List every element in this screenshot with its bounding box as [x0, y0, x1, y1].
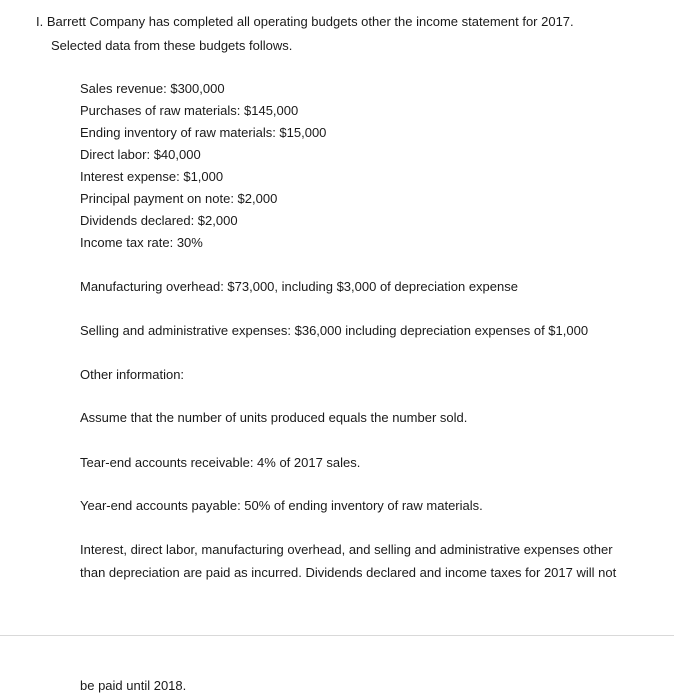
other-information-heading: Other information:: [80, 367, 185, 382]
accounts-receivable-text: Tear-end accounts receivable: 4% of 2017 sales.: [80, 455, 361, 470]
manufacturing-overhead-text: Manufacturing overhead: $73,000, including $3,000 of depreciation expense: [80, 279, 518, 294]
payment-terms-line-1: Interest, direct labor, manufacturing overhead, and selling and administrative expenses other: [80, 542, 613, 557]
accounts-payable-text: Year-end accounts payable: 50% of ending inventory of raw materials.: [80, 498, 483, 513]
data-item-ending-inventory: Ending inventory of raw materials: $15,000: [80, 125, 327, 140]
payment-terms-line-3: be paid until 2018.: [80, 678, 187, 693]
question-intro-line-2: Selected data from these budgets follows.: [51, 38, 293, 53]
page-break-divider: [0, 635, 674, 636]
question-intro-line-1: I. Barrett Company has completed all operating budgets other the income statement for 2017.: [36, 14, 574, 29]
selling-admin-expenses-text: Selling and administrative expenses: $36,000 including depreciation expenses of $1,000: [80, 323, 589, 338]
payment-terms-line-2: than depreciation are paid as incurred. Dividends declared and income taxes for 2017 will not: [80, 565, 617, 580]
data-item-sales-revenue: Sales revenue: $300,000: [80, 81, 225, 96]
data-item-direct-labor: Direct labor: $40,000: [80, 147, 201, 162]
data-item-interest-expense: Interest expense: $1,000: [80, 169, 224, 184]
data-item-raw-material-purchases: Purchases of raw materials: $145,000: [80, 103, 299, 118]
units-assumption-text: Assume that the number of units produced equals the number sold.: [80, 410, 468, 425]
data-item-dividends-declared: Dividends declared: $2,000: [80, 213, 238, 228]
data-item-income-tax-rate: Income tax rate: 30%: [80, 235, 203, 250]
data-item-principal-payment: Principal payment on note: $2,000: [80, 191, 278, 206]
